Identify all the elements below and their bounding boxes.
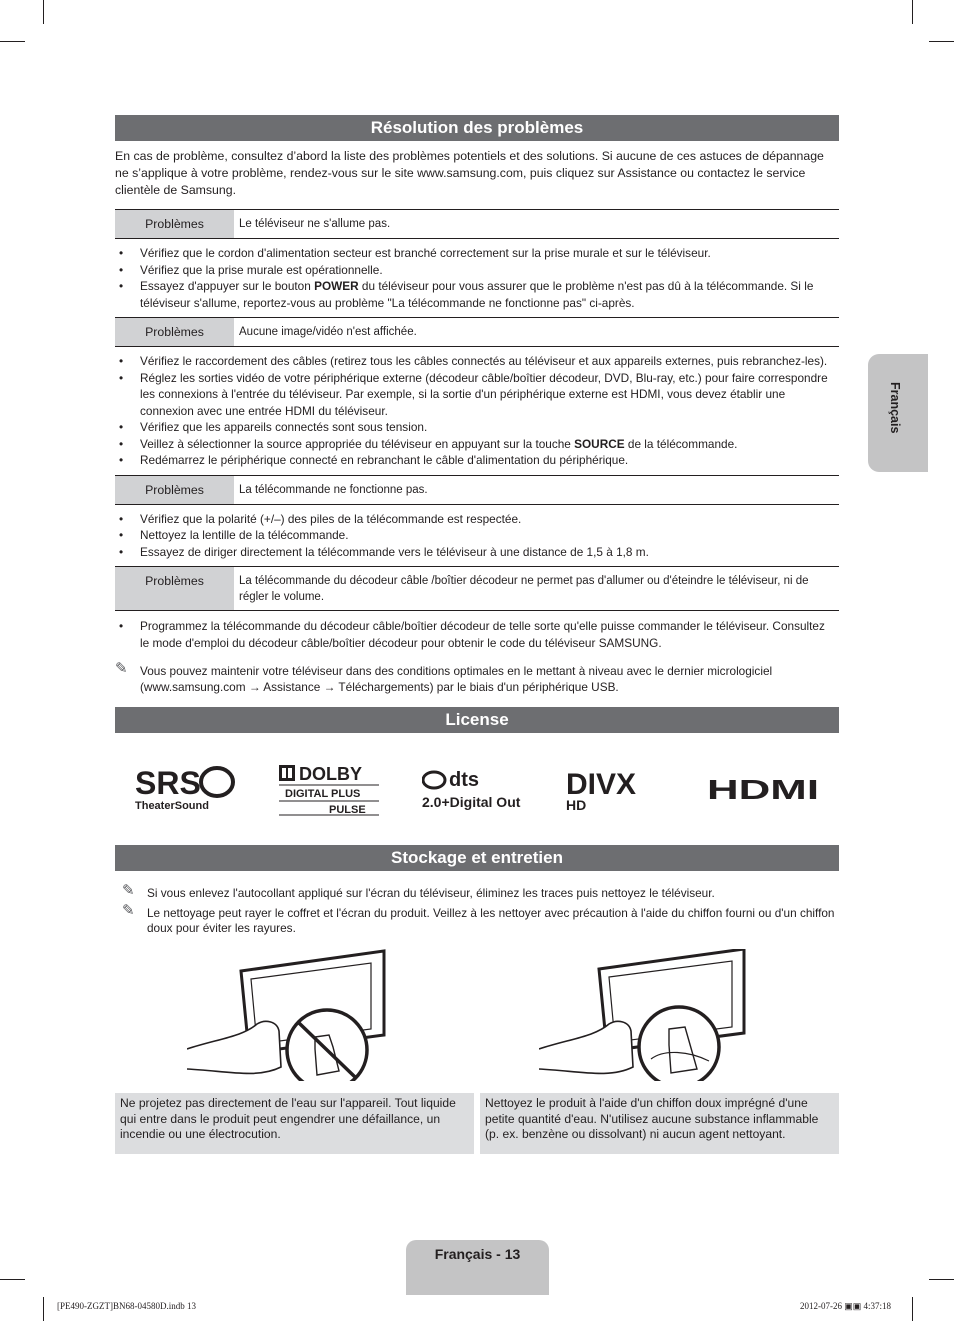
divx-logo-text: DIVX bbox=[565, 768, 636, 801]
crop-mark bbox=[43, 0, 44, 24]
divx-logo-sub: HD bbox=[565, 797, 586, 812]
crop-mark bbox=[0, 1279, 25, 1280]
soft-cloth-illustration bbox=[539, 949, 749, 1081]
problem-row bbox=[115, 475, 839, 505]
pencil-icon: ✎ bbox=[115, 660, 128, 677]
cleaning-illustrations bbox=[115, 949, 839, 1081]
dolby-logo-line1: DIGITAL PLUS bbox=[284, 788, 360, 800]
pencil-icon: ✎ bbox=[122, 902, 135, 919]
note-text: Le nettoyage peut rayer le coffret et l'écran du produit. Veillez à les nettoyer avec précaution à l'aide du chiffon fourni ou d'un chiffon doux pour éviter les rayures. bbox=[147, 906, 835, 935]
problem-label: Problèmes bbox=[115, 210, 234, 238]
footer-file-info: [PE490-ZGZT]BN68-04580D.indb 13 bbox=[57, 1301, 196, 1311]
list-item: • Vérifiez que la polarité (+/–) des piles de la télécommande est respectée. bbox=[115, 511, 839, 528]
section-title-storage: Stockage et entretien bbox=[115, 845, 839, 871]
page-content bbox=[115, 115, 839, 1154]
side-tab-label: Français bbox=[888, 382, 902, 434]
divx-logo bbox=[566, 766, 668, 812]
crop-mark bbox=[912, 1297, 913, 1321]
caption-soft-cloth: Nettoyez le produit à l'aide d'un chiffon doux imprégné d'une petite quantité d'eau. N'utilisez aucune substance inflammable (p. ex. benzène ou dissolvant) ni aucun agent nettoyant. bbox=[480, 1093, 839, 1154]
problem-row bbox=[115, 566, 839, 611]
note-text: Vous pouvez maintenir votre téléviseur dans des conditions optimales en le mettant à niveau avec le dernier micrologiciel (www.samsung.com → Assistance → Téléchargements) par le biais d'un périphérique USB. bbox=[140, 664, 773, 694]
srs-logo bbox=[135, 764, 239, 814]
pencil-icon: ✎ bbox=[122, 882, 135, 899]
problem-description: La télécommande ne fonctionne pas. bbox=[239, 483, 428, 496]
section-title-license: License bbox=[115, 707, 839, 733]
problem-label: Problèmes bbox=[115, 476, 234, 504]
list-item: • Veillez à sélectionner la source appropriée du téléviseur en appuyant sur la touche SOURCE de la télécommande. bbox=[115, 436, 839, 453]
language-side-tab bbox=[868, 354, 928, 472]
problem-row bbox=[115, 317, 839, 347]
crop-mark bbox=[0, 41, 25, 42]
firmware-note bbox=[115, 660, 839, 695]
solution-list bbox=[115, 245, 839, 311]
list-item: • Vérifiez que la prise murale est opérationnelle. bbox=[115, 262, 839, 279]
list-item: • Nettoyez la lentille de la télécommande. bbox=[115, 527, 839, 544]
crop-mark bbox=[929, 1279, 954, 1280]
dolby-logo bbox=[279, 761, 383, 817]
hdmi-logo-text: HDMI bbox=[707, 774, 819, 804]
no-spray-illustration bbox=[187, 949, 387, 1081]
list-item: • Essayez d'appuyer sur le bouton POWER du téléviseur pour vous assurer que le problème n'est pas dû à la télécommande. Si le téléviseur s'allume, reportez-vous au problème "La télécommande ne fonctionne pas" ci-après. bbox=[115, 278, 839, 311]
solution-list bbox=[115, 618, 839, 651]
crop-mark bbox=[43, 1297, 44, 1321]
crop-mark bbox=[912, 0, 913, 24]
footer-timestamp: 2012-07-26 ▣▣ 4:37:18 bbox=[799, 1301, 891, 1311]
storage-note bbox=[115, 882, 839, 901]
problem-description: Le téléviseur ne s'allume pas. bbox=[239, 218, 391, 230]
section-title-troubleshooting: Résolution des problèmes bbox=[115, 115, 839, 141]
problem-description: La télécommande du décodeur câble /boîtier décodeur ne permet pas d'allumer ou d'éteindre le téléviseur, ni de régler le volume. bbox=[239, 575, 809, 603]
dts-logo bbox=[422, 766, 526, 812]
list-item: • Vérifiez que le cordon d'alimentation secteur est branché correctement sur la prise murale et sur le téléviseur. bbox=[115, 245, 839, 262]
list-item: • Programmez la télécommande du décodeur câble/boîtier décodeur de telle sorte qu'elle puisse commander le téléviseur. Consultez le mode d'emploi du décodeur câble/boîtier décodeur pour obtenir le code du téléviseur SAMSUNG. bbox=[115, 618, 839, 651]
list-item: • Réglez les sorties vidéo de votre périphérique externe (décodeur câble/boîtier décodeur, DVD, Blu-ray, etc.) pour faire correspondre les connexions à l'entrée du téléviseur. Par exemple, si la sortie d'un périphérique externe est HDMI, vous devez établir une connexion avec une entrée HDMI du téléviseur. bbox=[115, 370, 839, 420]
list-item: • Redémarrez le périphérique connecté en rebranchant le câble d'alimentation du périphérique. bbox=[115, 452, 839, 469]
problem-label: Problèmes bbox=[115, 318, 234, 346]
list-item: • Vérifiez le raccordement des câbles (retirez tous les câbles connectés au téléviseur et aux appareils externes, puis rebranchez-les). bbox=[115, 353, 839, 370]
srs-logo-text: SRS bbox=[135, 765, 201, 801]
problem-description: Aucune image/vidéo n'est affichée. bbox=[239, 326, 417, 338]
cleaning-captions bbox=[115, 1093, 839, 1154]
problem-row bbox=[115, 209, 839, 239]
hdmi-logo bbox=[707, 774, 821, 804]
caption-no-spray: Ne projetez pas directement de l'eau sur l'appareil. Tout liquide qui entre dans le produit peut engendrer une défaillance, un incendie ou une électrocution. bbox=[115, 1093, 474, 1154]
dolby-logo-line2: PULSE bbox=[328, 804, 366, 816]
page-number: Français - 13 bbox=[406, 1240, 549, 1295]
solution-list bbox=[115, 353, 839, 469]
list-item: • Essayez de diriger directement la télécommande vers le téléviseur à une distance de 1,5 à 1,8 m. bbox=[115, 544, 839, 561]
license-logos bbox=[135, 753, 821, 825]
list-item: • Vérifiez que les appareils connectés sont sous tension. bbox=[115, 419, 839, 436]
note-text: Si vous enlevez l'autocollant appliqué sur l'écran du téléviseur, éliminez les traces puis nettoyez le téléviseur. bbox=[147, 886, 715, 900]
srs-logo-sub: TheaterSound bbox=[135, 800, 209, 812]
crop-mark bbox=[929, 41, 954, 42]
dts-logo-text: dts bbox=[449, 769, 479, 791]
dolby-logo-text: DOLBY bbox=[298, 764, 362, 784]
solution-list bbox=[115, 511, 839, 561]
storage-note bbox=[115, 902, 839, 935]
troubleshooting-intro: En cas de problème, consultez d’abord la liste des problèmes potentiels et des solutions. Si aucune de ces astuces de dépannage ne s’applique à votre problème, rendez-vous sur le site www.samsung.com, puis cliquez sur Assistance ou contactez le service clientèle de Samsung. bbox=[115, 149, 824, 197]
problem-label: Problèmes bbox=[115, 567, 234, 610]
dts-logo-sub: 2.0+Digital Out bbox=[422, 794, 521, 810]
